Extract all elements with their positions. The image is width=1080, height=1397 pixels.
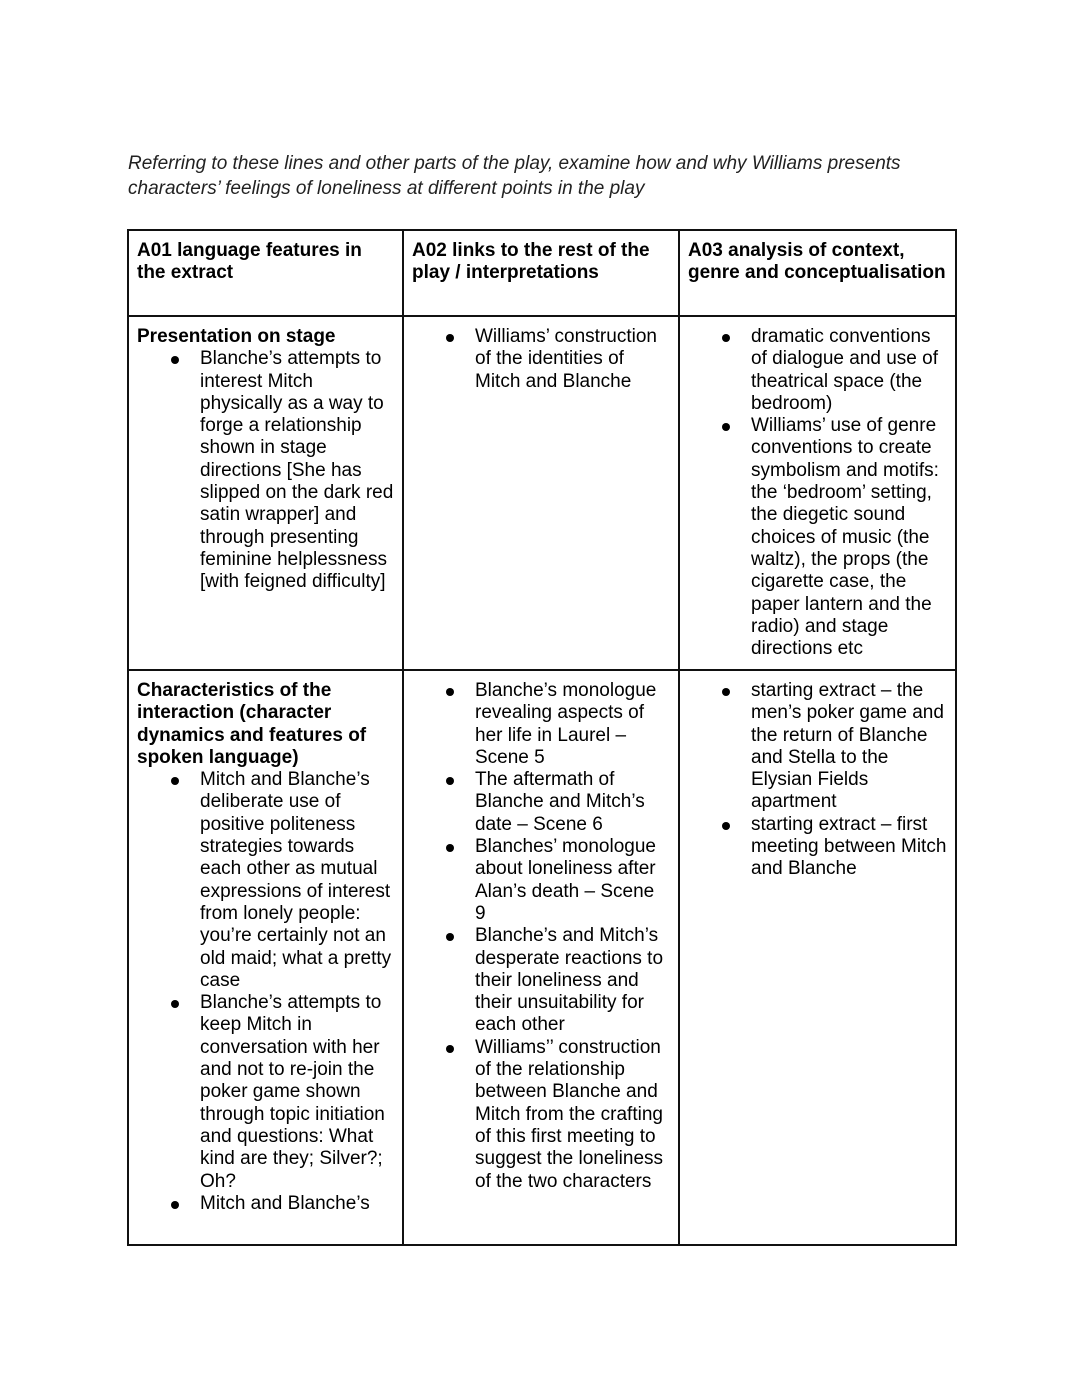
row2-a01-list — [137, 769, 394, 1215]
row1-a01-heading: Presentation on stage — [137, 326, 336, 347]
row1-a03-list — [688, 326, 947, 660]
table-row — [128, 316, 956, 670]
list-item: Mitch and Blanche’s deliberate use of positive politeness strategies towards each other as mutual expressions of interest from lonely people: you’re certainly not an old maid; what a pretty case — [200, 769, 394, 992]
row1-a02-list — [412, 326, 670, 393]
list-item: The aftermath of Blanche and Mitch’s date – Scene 6 — [475, 769, 670, 836]
list-item: Williams’’ construction of the relationship between Blanche and Mitch from the crafting of this first meeting to suggest the loneliness of the two characters — [475, 1037, 670, 1193]
question-prompt: Referring to these lines and other parts of the play, examine how and why Williams presents characters’ feelings of loneliness at different points in the play — [128, 153, 901, 199]
list-item: Williams’ construction of the identities of Mitch and Blanche — [475, 326, 670, 393]
header-a03: A03 analysis of context, genre and conceptualisation — [679, 230, 956, 316]
row2-a03-cell — [679, 670, 956, 1245]
analysis-table — [127, 229, 957, 1246]
table-header-row — [128, 230, 956, 316]
list-item: dramatic conventions of dialogue and use of theatrical space (the bedroom) — [751, 326, 947, 415]
row2-a01-cell — [128, 670, 403, 1245]
row1-a01-cell — [128, 316, 403, 670]
row1-a03-cell — [679, 316, 956, 670]
list-item: Blanche’s attempts to interest Mitch physically as a way to forge a relationship shown in stage directions [She has slipped on the dark red satin wrapper] and through presenting feminine helplessness [with feigned difficulty] — [200, 348, 394, 593]
row1-a02-cell — [403, 316, 679, 670]
table-row — [128, 670, 956, 1245]
row2-a01-heading: Characteristics of the interaction (character dynamics and features of spoken language) — [137, 680, 367, 768]
list-item: Blanche’s monologue revealing aspects of her life in Laurel – Scene 5 — [475, 680, 670, 769]
header-a02: A02 links to the rest of the play / interpretations — [403, 230, 679, 316]
row2-a02-list — [412, 680, 670, 1193]
list-item: Mitch and Blanche’s — [200, 1193, 394, 1215]
list-item: Blanche’s attempts to keep Mitch in conversation with her and not to re-join the poker game shown through topic initiation and questions: What kind are they; Silver?; Oh? — [200, 992, 394, 1193]
row2-a03-list — [688, 680, 947, 881]
list-item: Williams’ use of genre conventions to create symbolism and motifs: the ‘bedroom’ setting, the diegetic sound choices of music (the waltz), the props (the cigarette case, the paper lantern and the radio) and stage directions etc — [751, 415, 947, 660]
list-item: Blanches’ monologue about loneliness after Alan’s death – Scene 9 — [475, 836, 670, 925]
list-item: starting extract – first meeting between Mitch and Blanche — [751, 813, 947, 880]
row2-a02-cell — [403, 670, 679, 1245]
row1-a01-list — [137, 348, 394, 593]
list-item: starting extract – the men’s poker game and the return of Blanche and Stella to the Elysian Fields apartment — [751, 680, 947, 814]
header-a01: A01 language features in the extract — [128, 230, 403, 316]
list-item: Blanche’s and Mitch’s desperate reactions to their loneliness and their unsuitability for each other — [475, 925, 670, 1036]
